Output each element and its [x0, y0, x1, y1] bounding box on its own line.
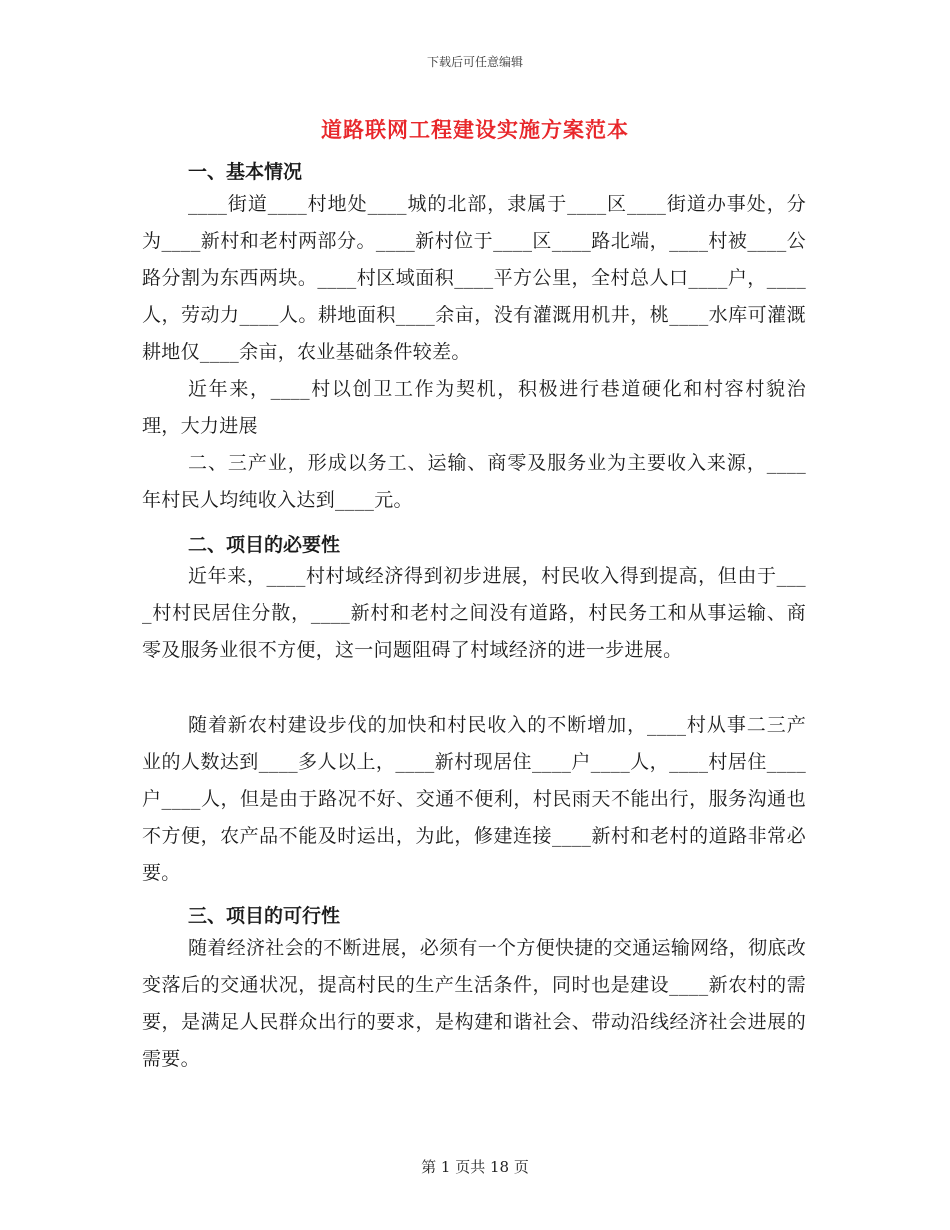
paragraph-necessity-1: 近年来，____村村域经济得到初步进展，村民收入得到提高，但由于____村村民居住分散，____新村和老村之间没有道路，村民务工和从事运输、商零及服务业很不方便，这一问题阻碍了村域经济的进一步进展。 [142, 565, 806, 661]
page-footer: 第 1 页共 18 页 [421, 1158, 529, 1176]
section-heading-feasibility: 三、项目的可行性 [188, 905, 341, 927]
paragraph-feasibility: 随着经济社会的不断进展，必须有一个方便快捷的交通运输网络，彻底改变落后的交通状况，提高村民的生产生活条件，同时也是建设____新农村的需要，是满足人民群众出行的要求，是构建和谐社会、带动沿线经济社会进展的需要。 [142, 937, 806, 1070]
paragraph-necessity-2: 随着新农村建设步伐的加快和村民收入的不断增加，____村从事二三产业的人数达到____多人以上，____新村现居住____户____人，____村居住____户____人，但是由于路况不好、交通不便利，村民雨天不能出行，服务沟通也不方便，农产品不能及时运出，为此，修建连接____新村和老村的道路非常必要。 [142, 714, 806, 884]
paragraph-basic-info: ____街道____村地处____城的北部，隶属于____区____街道办事处，分为____新村和老村两部分。____新村位于____区____路北端，____村被____公路分割为东西两块。____村区域面积____平方公里，全村总人口____户，____人，劳动力____人。耕地面积____余亩，没有灌溉用机井，桃____水库可灌溉耕地仅____余亩，农业基础条件较差。 [142, 193, 806, 363]
document-title: 道路联网工程建设实施方案范本 [321, 117, 629, 142]
header-note: 下载后可任意编辑 [426, 55, 523, 69]
paragraph-industry: 二、三产业，形成以务工、运输、商零及服务业为主要收入来源，____年村民人均纯收入达到____元。 [142, 452, 806, 511]
section-heading-necessity: 二、项目的必要性 [188, 534, 341, 556]
paragraph-recent-years: 近年来，____村以创卫工作为契机，积极进行巷道硬化和村容村貌治理，大力进展 [142, 378, 806, 437]
section-heading-basic: 一、基本情况 [188, 161, 303, 183]
